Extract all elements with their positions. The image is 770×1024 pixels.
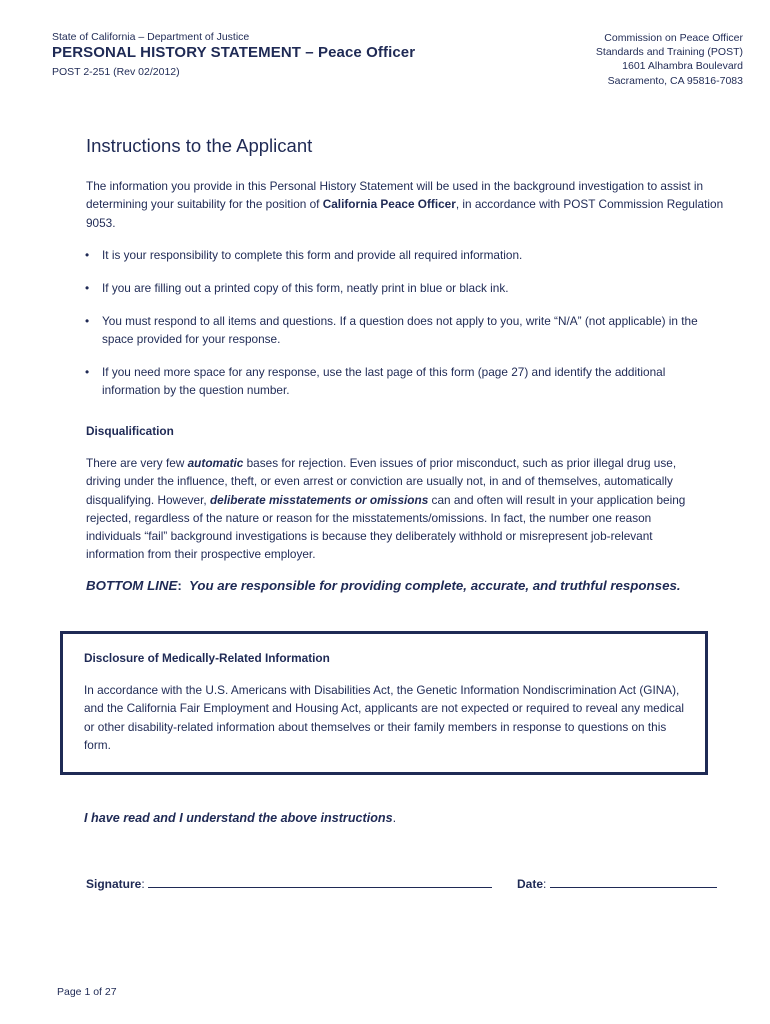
- bullet-dot: •: [85, 314, 90, 328]
- commission-line-2: Standards and Training (POST): [595, 46, 743, 59]
- instruction-bullet-1: [85, 246, 722, 264]
- acknowledgment-period: .: [392, 811, 397, 825]
- form-number: POST 2-251 (Rev 02/2012): [52, 66, 180, 78]
- disqualification-heading: Disqualification: [86, 424, 174, 438]
- date-field[interactable]: [517, 875, 717, 891]
- signature-label: Signature: [86, 877, 142, 891]
- bullet-text: If you need more space for any response, use the last page of this form (page 27) and identify the additional information by the question number.: [102, 365, 666, 398]
- disq-emphasis-automatic: automatic: [187, 456, 244, 470]
- intro-text-1: The information you provide in this Personal History Statement will be used in the background investigation to assist in determining your suitability for the position of: [86, 179, 704, 212]
- bullet-text: If you are filling out a printed copy of this form, neatly print in blue or black ink.: [102, 281, 509, 295]
- bottom-line-text: You are responsible for providing complete, accurate, and truthful responses.: [188, 578, 681, 593]
- disclosure-heading: Disclosure of Medically-Related Information: [84, 651, 330, 665]
- commission-line-1: Commission on Peace Officer: [604, 32, 743, 44]
- bottom-line-colon: :: [177, 578, 182, 593]
- form-title: PERSONAL HISTORY STATEMENT – Peace Officer: [52, 44, 416, 61]
- bottom-line-statement: [86, 578, 681, 593]
- signature-line[interactable]: [148, 875, 492, 888]
- date-line[interactable]: [550, 875, 717, 888]
- commission-line-4: Sacramento, CA 95816-7083: [607, 74, 743, 87]
- page-number: Page 1 of 27: [57, 986, 117, 998]
- disq-text-2: bases for rejection. Even issues of prior misconduct, such as prior illegal drug use, driving under the influence, theft, or even arrest or conviction are usually not, in and of themselves, automatically disqualifying. However,: [86, 456, 677, 507]
- acknowledgment-statement: [84, 811, 396, 825]
- date-colon: :: [543, 877, 547, 891]
- bullet-dot: •: [85, 281, 90, 295]
- disqualification-paragraph: [86, 454, 706, 564]
- intro-bold-position: California Peace Officer: [322, 197, 456, 212]
- disq-text-3: can and often will result in your application being rejected, regardless of the nature or reason for the misstatements/omissions. In fact, the number one reason individuals “fail” background investigations is because they deliberately withhold or misrepresent job-relevant information from their prospective employer.: [86, 492, 686, 562]
- agency-line: State of California – Department of Justice: [52, 31, 250, 43]
- disq-text-1: There are very few: [86, 456, 188, 470]
- page-heading: Instructions to the Applicant: [86, 135, 313, 156]
- bullet-text: It is your responsibility to complete this form and provide all required information.: [102, 248, 523, 262]
- signature-field[interactable]: [86, 875, 492, 891]
- disq-emphasis-misstatements: deliberate misstatements or omissions: [209, 492, 429, 507]
- intro-paragraph: [86, 177, 726, 232]
- commission-address: [596, 31, 743, 88]
- intro-text-2: , in accordance with POST Commission Regulation 9053.: [86, 197, 724, 230]
- instruction-bullet-3: [85, 312, 722, 349]
- bullet-text: You must respond to all items and questions. If a question does not apply to you, write “N/A” (not applicable) in the space provided for your response.: [102, 314, 698, 347]
- disclosure-text: In accordance with the U.S. Americans with Disabilities Act, the Genetic Information Nondiscrimination Act (GINA), and the California Fair Employment and Housing Act, applicants are not expected or required to reveal any medical or other disability-related information about themselves or their family members in response to questions on this form.: [84, 683, 685, 752]
- instruction-bullet-4: [85, 363, 722, 400]
- signature-colon: :: [141, 877, 145, 891]
- instruction-bullet-2: [85, 279, 722, 297]
- bullet-dot: •: [85, 248, 90, 262]
- bottom-line-label: BOTTOM LINE: [86, 578, 178, 593]
- acknowledgment-text: I have read and I understand the above instructions: [84, 811, 393, 825]
- date-label: Date: [517, 877, 544, 891]
- commission-line-3: 1601 Alhambra Boulevard: [622, 60, 743, 73]
- bullet-dot: •: [85, 365, 90, 379]
